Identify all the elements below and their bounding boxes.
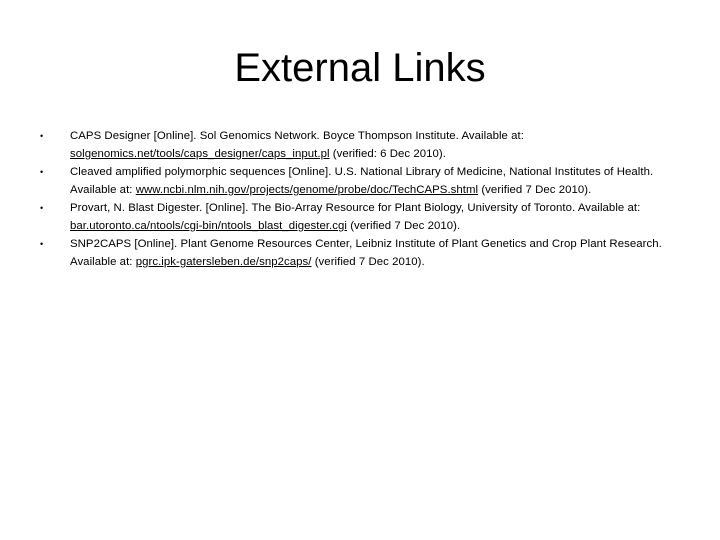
reference-link[interactable]: www.ncbi.nlm.nih.gov/projects/genome/probe/doc/TechCAPS.shtml <box>135 184 479 196</box>
verified-note: (verified 7 Dec 2010). <box>346 220 461 232</box>
verified-note: (verified 7 Dec 2010). <box>311 256 425 268</box>
verified-note: (verified 7 Dec 2010). <box>478 184 592 196</box>
reference-text: Provart, N. Blast Digester. [Online]. The Bio-Array Resource for Plant Biology, University of Toronto. Available at: <box>70 202 641 214</box>
reference-link[interactable]: pgrc.ipk-gatersleben.de/snp2caps/ <box>135 256 312 268</box>
bullet-icon: • <box>40 239 44 249</box>
external-links-list <box>40 127 670 271</box>
verified-note: (verified: 6 Dec 2010). <box>329 148 446 160</box>
bullet-icon: • <box>40 131 44 141</box>
reference-link[interactable]: bar.utoronto.ca/ntools/cgi-bin/ntools_blast_digester.cgi <box>70 220 347 232</box>
bullet-icon: • <box>40 203 44 213</box>
page-title: External Links <box>234 46 486 90</box>
list-item <box>40 163 670 199</box>
list-item <box>40 199 670 235</box>
reference-link[interactable]: solgenomics.net/tools/caps_designer/caps_input.pl <box>70 148 330 160</box>
reference-text: CAPS Designer [Online]. Sol Genomics Network. Boyce Thompson Institute. Available at: <box>70 130 524 142</box>
bullet-icon: • <box>40 167 44 177</box>
reference-text: SNP2CAPS [Online]. Plant Genome Resources Center, Leibniz Institute of Plant Genetics and Crop Plant Research. Available at: <box>70 238 662 268</box>
list-item <box>40 127 670 163</box>
reference-text: Cleaved amplified polymorphic sequences [Online]. U.S. National Library of Medicine, National Institutes of Health. Available at: <box>70 166 654 196</box>
list-item <box>40 235 670 271</box>
